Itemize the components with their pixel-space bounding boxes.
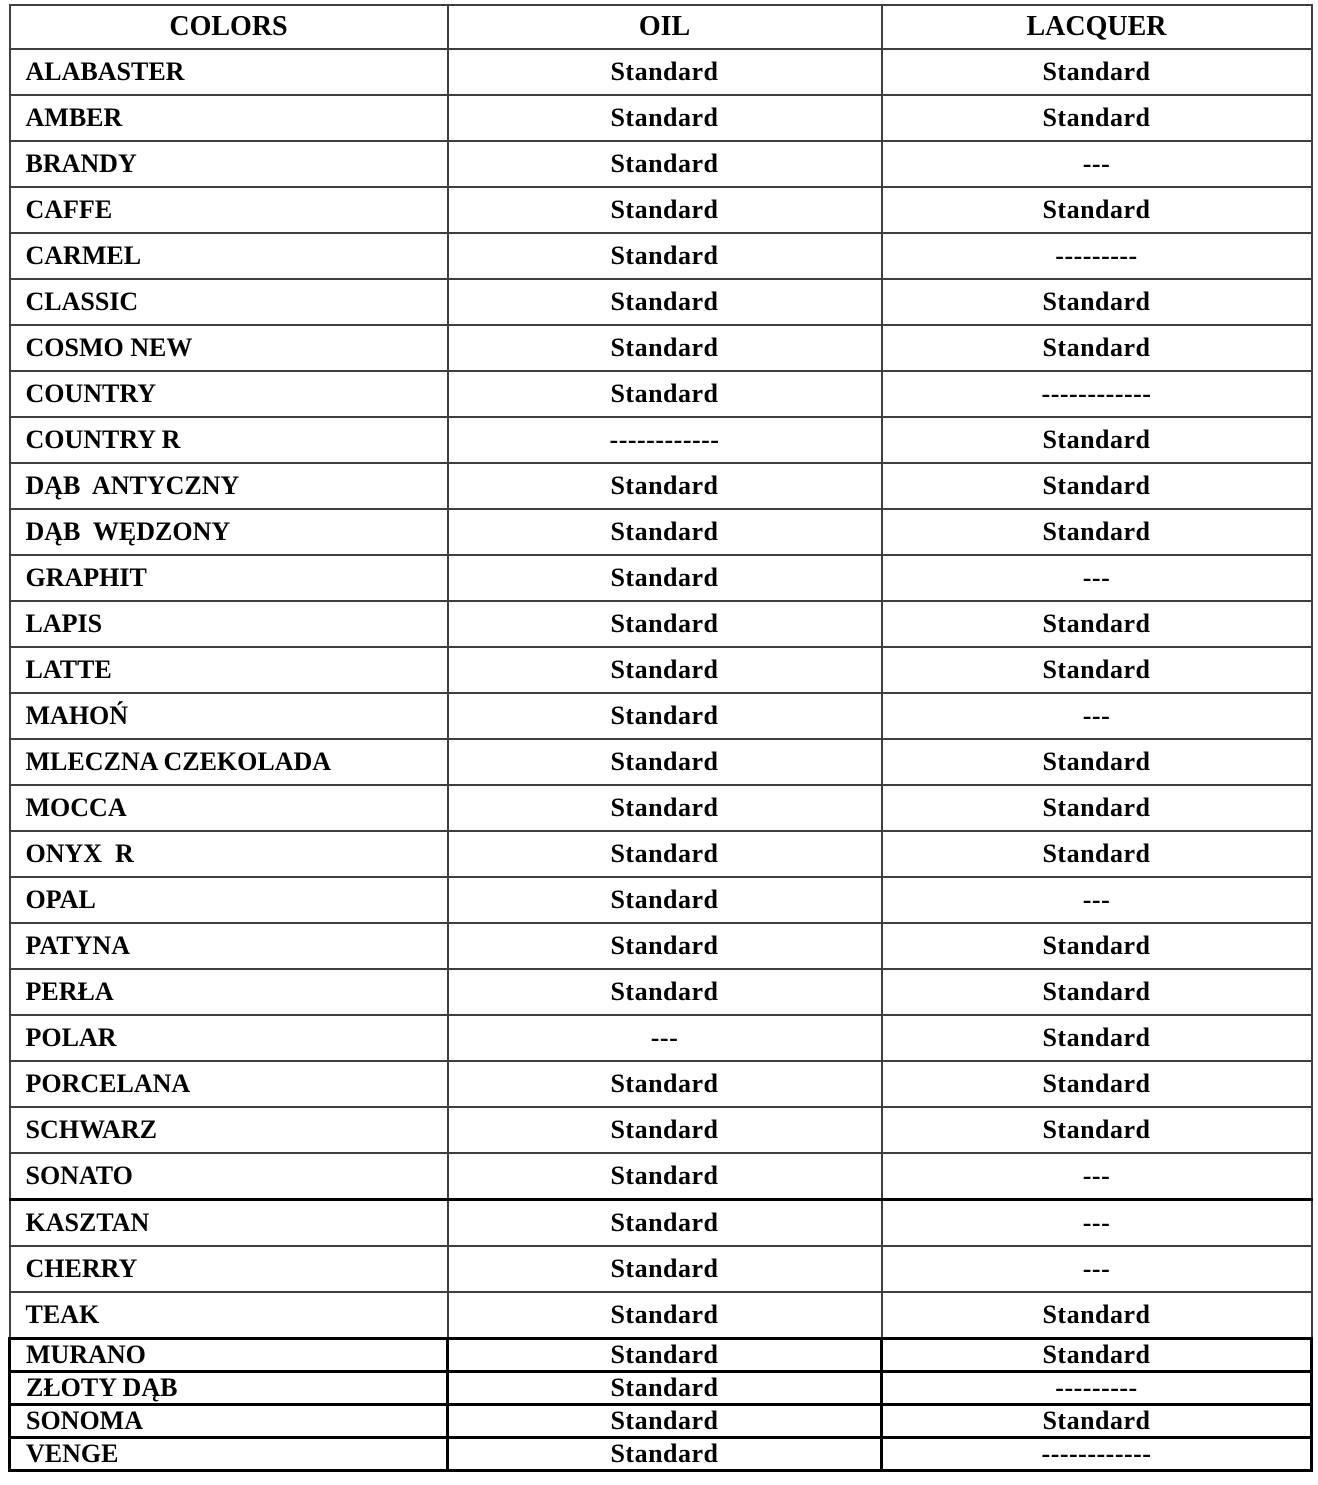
color-name-cell: LAPIS	[10, 601, 448, 647]
oil-value-cell: Standard	[448, 1200, 882, 1247]
lacquer-value-cell: Standard	[882, 647, 1312, 693]
color-name-cell: CLASSIC	[10, 279, 448, 325]
color-name-cell: AMBER	[10, 95, 448, 141]
lacquer-value-cell: Standard	[882, 509, 1312, 555]
oil-value-cell: Standard	[448, 279, 882, 325]
lacquer-value-cell: Standard	[882, 187, 1312, 233]
table-row-mahon	[10, 693, 1312, 739]
table-row-mocca	[10, 785, 1312, 831]
table-row-graphit	[10, 555, 1312, 601]
oil-value-cell: Standard	[448, 49, 882, 95]
table-row-kasztan	[10, 1200, 1312, 1247]
lacquer-value-cell: ---	[882, 141, 1312, 187]
lacquer-value-cell: Standard	[882, 1292, 1312, 1339]
table-row-mleczna-czekolada	[10, 739, 1312, 785]
oil-value-cell: Standard	[448, 1292, 882, 1339]
oil-value-cell: Standard	[448, 233, 882, 279]
oil-value-cell: Standard	[448, 1153, 882, 1200]
color-name-cell: ALABASTER	[10, 49, 448, 95]
table-row-latte	[10, 647, 1312, 693]
lacquer-value-cell: Standard	[882, 739, 1312, 785]
color-name-cell: SCHWARZ	[10, 1107, 448, 1153]
table-row-amber	[10, 95, 1312, 141]
table-row-venge	[10, 1438, 1312, 1471]
lacquer-value-cell: Standard	[882, 1405, 1312, 1438]
table-row-cosmo-new	[10, 325, 1312, 371]
color-name-cell: SONOMA	[10, 1405, 448, 1438]
lacquer-value-cell: Standard	[882, 923, 1312, 969]
header-oil: OIL	[448, 5, 882, 49]
header-lacquer: LACQUER	[882, 5, 1312, 49]
lacquer-value-cell: Standard	[882, 1107, 1312, 1153]
table-row-sonoma	[10, 1405, 1312, 1438]
color-name-cell: COUNTRY	[10, 371, 448, 417]
lacquer-value-cell: ---------	[882, 233, 1312, 279]
oil-value-cell: Standard	[448, 693, 882, 739]
oil-value-cell: Standard	[448, 1246, 882, 1292]
lacquer-value-cell: Standard	[882, 463, 1312, 509]
table-row-carmel	[10, 233, 1312, 279]
color-name-cell: PERŁA	[10, 969, 448, 1015]
table-row-polar	[10, 1015, 1312, 1061]
table-row-country	[10, 371, 1312, 417]
lacquer-value-cell: ---------	[882, 1372, 1312, 1405]
table-row-dab-antyczny	[10, 463, 1312, 509]
oil-value-cell: Standard	[448, 509, 882, 555]
oil-value-cell: Standard	[448, 1061, 882, 1107]
table-row-sonato	[10, 1153, 1312, 1200]
oil-value-cell: ---	[448, 1015, 882, 1061]
color-name-cell: MLECZNA CZEKOLADA	[10, 739, 448, 785]
color-name-cell: DĄB WĘDZONY	[10, 509, 448, 555]
color-name-cell: BRANDY	[10, 141, 448, 187]
lacquer-value-cell: Standard	[882, 279, 1312, 325]
lacquer-value-cell: ---	[882, 555, 1312, 601]
color-name-cell: PORCELANA	[10, 1061, 448, 1107]
table-row-country-r	[10, 417, 1312, 463]
lacquer-value-cell: ---	[882, 1200, 1312, 1247]
table-row-perla	[10, 969, 1312, 1015]
color-name-cell: CARMEL	[10, 233, 448, 279]
oil-value-cell: Standard	[448, 187, 882, 233]
oil-value-cell: Standard	[448, 1339, 882, 1372]
oil-value-cell: Standard	[448, 647, 882, 693]
oil-value-cell: ------------	[448, 417, 882, 463]
color-name-cell: CAFFE	[10, 187, 448, 233]
lacquer-value-cell: Standard	[882, 969, 1312, 1015]
table-row-dab-wedzony	[10, 509, 1312, 555]
lacquer-value-cell: Standard	[882, 785, 1312, 831]
lacquer-value-cell: Standard	[882, 1339, 1312, 1372]
color-name-cell: VENGE	[10, 1438, 448, 1471]
color-availability-sheet	[8, 4, 1313, 1472]
oil-value-cell: Standard	[448, 325, 882, 371]
oil-value-cell: Standard	[448, 877, 882, 923]
color-name-cell: ONYX R	[10, 831, 448, 877]
table-row-porcelana	[10, 1061, 1312, 1107]
oil-value-cell: Standard	[448, 739, 882, 785]
color-name-cell: MOCCA	[10, 785, 448, 831]
lacquer-value-cell: Standard	[882, 417, 1312, 463]
color-name-cell: KASZTAN	[10, 1200, 448, 1247]
lacquer-value-cell: Standard	[882, 49, 1312, 95]
oil-value-cell: Standard	[448, 1372, 882, 1405]
lacquer-value-cell: Standard	[882, 1015, 1312, 1061]
lacquer-value-cell: Standard	[882, 601, 1312, 647]
table-row-zloty-dab	[10, 1372, 1312, 1405]
color-name-cell: TEAK	[10, 1292, 448, 1339]
color-name-cell: MAHOŃ	[10, 693, 448, 739]
table-row-murano	[10, 1339, 1312, 1372]
color-name-cell: MURANO	[10, 1339, 448, 1372]
color-name-cell: SONATO	[10, 1153, 448, 1200]
oil-value-cell: Standard	[448, 463, 882, 509]
lacquer-value-cell: ---	[882, 693, 1312, 739]
color-name-cell: COSMO NEW	[10, 325, 448, 371]
color-name-cell: DĄB ANTYCZNY	[10, 463, 448, 509]
oil-value-cell: Standard	[448, 1438, 882, 1471]
color-name-cell: PATYNA	[10, 923, 448, 969]
lacquer-value-cell: ------------	[882, 1438, 1312, 1471]
color-name-cell: LATTE	[10, 647, 448, 693]
table-row-patyna	[10, 923, 1312, 969]
color-name-cell: COUNTRY R	[10, 417, 448, 463]
table-row-caffe	[10, 187, 1312, 233]
table-row-brandy	[10, 141, 1312, 187]
lacquer-value-cell: ---	[882, 1153, 1312, 1200]
table-row-alabaster	[10, 49, 1312, 95]
lacquer-value-cell: Standard	[882, 1061, 1312, 1107]
oil-value-cell: Standard	[448, 969, 882, 1015]
oil-value-cell: Standard	[448, 95, 882, 141]
table-row-onyx-r	[10, 831, 1312, 877]
oil-value-cell: Standard	[448, 601, 882, 647]
header-row	[10, 5, 1312, 49]
oil-value-cell: Standard	[448, 831, 882, 877]
lacquer-value-cell: ---	[882, 877, 1312, 923]
oil-value-cell: Standard	[448, 923, 882, 969]
oil-value-cell: Standard	[448, 141, 882, 187]
oil-value-cell: Standard	[448, 785, 882, 831]
lacquer-value-cell: ------------	[882, 371, 1312, 417]
lacquer-value-cell: Standard	[882, 831, 1312, 877]
lacquer-value-cell: Standard	[882, 325, 1312, 371]
color-name-cell: OPAL	[10, 877, 448, 923]
oil-value-cell: Standard	[448, 555, 882, 601]
color-name-cell: GRAPHIT	[10, 555, 448, 601]
lacquer-value-cell: Standard	[882, 95, 1312, 141]
color-name-cell: ZŁOTY DĄB	[10, 1372, 448, 1405]
table-row-opal	[10, 877, 1312, 923]
header-colors: COLORS	[10, 5, 448, 49]
table-row-cherry	[10, 1246, 1312, 1292]
table-row-lapis	[10, 601, 1312, 647]
table-row-schwarz	[10, 1107, 1312, 1153]
oil-value-cell: Standard	[448, 371, 882, 417]
oil-value-cell: Standard	[448, 1405, 882, 1438]
lacquer-value-cell: ---	[882, 1246, 1312, 1292]
table-row-teak	[10, 1292, 1312, 1339]
table-row-classic	[10, 279, 1312, 325]
color-name-cell: POLAR	[10, 1015, 448, 1061]
color-availability-table	[8, 4, 1313, 1472]
oil-value-cell: Standard	[448, 1107, 882, 1153]
color-name-cell: CHERRY	[10, 1246, 448, 1292]
